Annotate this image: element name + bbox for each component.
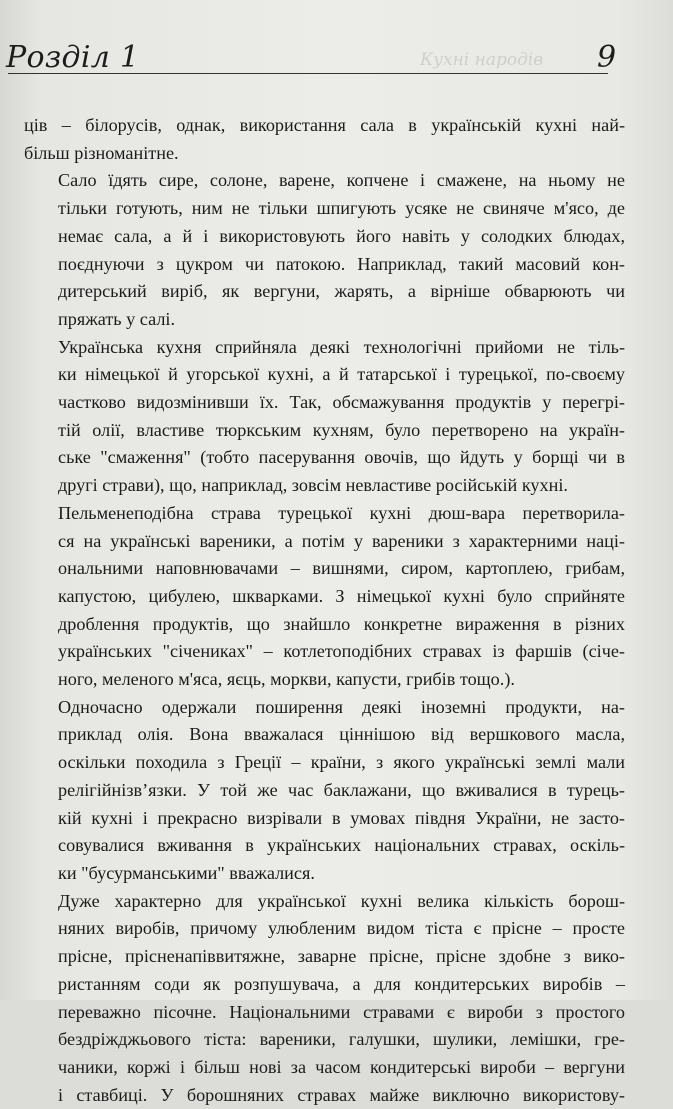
text-line: поєднуючи з цукром чи патокою. Наприклад, такий масовий кон- xyxy=(58,253,625,274)
text-line: Одночасно одержали поширення деякі іноземні продукти, на- xyxy=(58,696,625,717)
text-line: дроблення продуктів, що знайшло конкретне вираження в різних xyxy=(58,613,625,634)
bleed-through-text: Кухні народів xyxy=(420,50,544,70)
text-line: частково видозмінивши їх. Так, обсмажування продуктів у перегрі- xyxy=(58,392,625,413)
page-number: 9 xyxy=(597,40,617,75)
text-line: немає сала, а й і використовують його навіть у солодких блюдах, xyxy=(58,225,625,246)
text-line: прісне, прісненапіввитяжне, заварне прісне, прісне здобне з вико- xyxy=(58,946,625,967)
text-line: капустою, цибулею, шкварками. З німецької кухні було сприйняте xyxy=(58,585,625,606)
text-line: оскільки походила з Греції – країни, з якого українські землі мали xyxy=(58,752,625,773)
text-line: Українська кухня сприйняла деякі технологічні прийоми не тіль- xyxy=(58,336,625,357)
paragraph xyxy=(24,694,625,888)
text-line: приклад олія. Вона вважалася ціннішою від вершкового масла, xyxy=(58,724,625,745)
text-line: кій кухні і прекрасно визрівали в умовах півдня України, не засто- xyxy=(58,807,625,828)
chapter-title: Розділ 1 xyxy=(6,40,140,75)
text-line: няних виробів, причому улюбленим видом тіста є прісне – просте xyxy=(58,918,625,939)
text-line: українських "січениках" – котлетоподібних стравах із фаршів (січе- xyxy=(58,641,625,662)
text-line: Пельменеподібна страва турецької кухні дюш-вара перетворила- xyxy=(58,502,625,523)
text-line: ся на українські вареники, а потім у вареники з характерними наці- xyxy=(58,530,625,551)
text-line: тій олії, властиве тюркським кухням, було перетворено на україн- xyxy=(58,419,625,440)
text-line: ристанням соди як розпушувача, а для кондитерських виробів – xyxy=(58,973,625,994)
text-line: переважно пісочне. Національними стравами є вироби з простого xyxy=(58,1001,625,1022)
paragraph xyxy=(24,500,625,694)
text-line: ного, меленого м'яса, яєць, моркви, капусти, грибів тощо.). xyxy=(58,669,515,690)
text-line: чаники, коржі і більш нові за часом кондитерські вироби – вергуни xyxy=(58,1056,625,1077)
text-line: ки "бусурманськими" вважалися. xyxy=(58,862,315,883)
text-line: пряжать у салі. xyxy=(58,308,175,329)
text-line: совувалися вживання в українських національних стравах, оскіль- xyxy=(58,835,625,856)
paragraph xyxy=(24,112,625,167)
text-line: більш різноманітне. xyxy=(24,142,179,163)
text-line: Дуже характерно для української кухні велика кількість борош- xyxy=(58,890,625,911)
page-header xyxy=(0,0,673,100)
text-line: ки німецької й угорської кухні, а й татарської і турецької, по-своєму xyxy=(58,364,625,385)
text-line: релігійнізв’язки. У той же час баклажани, що вживалися в турець- xyxy=(58,779,625,800)
paragraph xyxy=(24,888,625,1109)
text-line: Сало їдять сире, солоне, варене, копчене і смажене, на ньому не xyxy=(58,170,625,191)
text-line: ське "смаження" (тобто пасерування овочів, що йдуть у борщі чи в xyxy=(58,447,625,468)
body-text xyxy=(24,112,625,1109)
text-line: ональними наповнювачами – вишнями, сиром, картоплею, грибам, xyxy=(58,558,625,579)
text-line: бездріжджьового тіста: вареники, галушки, шулики, лемішки, гре- xyxy=(58,1029,625,1050)
paragraph xyxy=(24,167,625,333)
text-line: дитерський виріб, як вергуни, жарять, а вірніше обварюють чи xyxy=(58,281,625,302)
text-line: і ставбиці. У борошняних стравах майже виключно використову- xyxy=(58,1084,625,1105)
text-line: тільки готують, ним не тільки шпигують усяке не свиняче м'ясо, де xyxy=(58,198,625,219)
header-rule xyxy=(8,73,608,74)
text-line: другі страви), що, наприклад, зовсім невластиве російській кухні. xyxy=(58,475,568,496)
paragraph xyxy=(24,334,625,500)
text-line: ців – білорусів, однак, використання сала в українській кухні най- xyxy=(24,115,625,135)
